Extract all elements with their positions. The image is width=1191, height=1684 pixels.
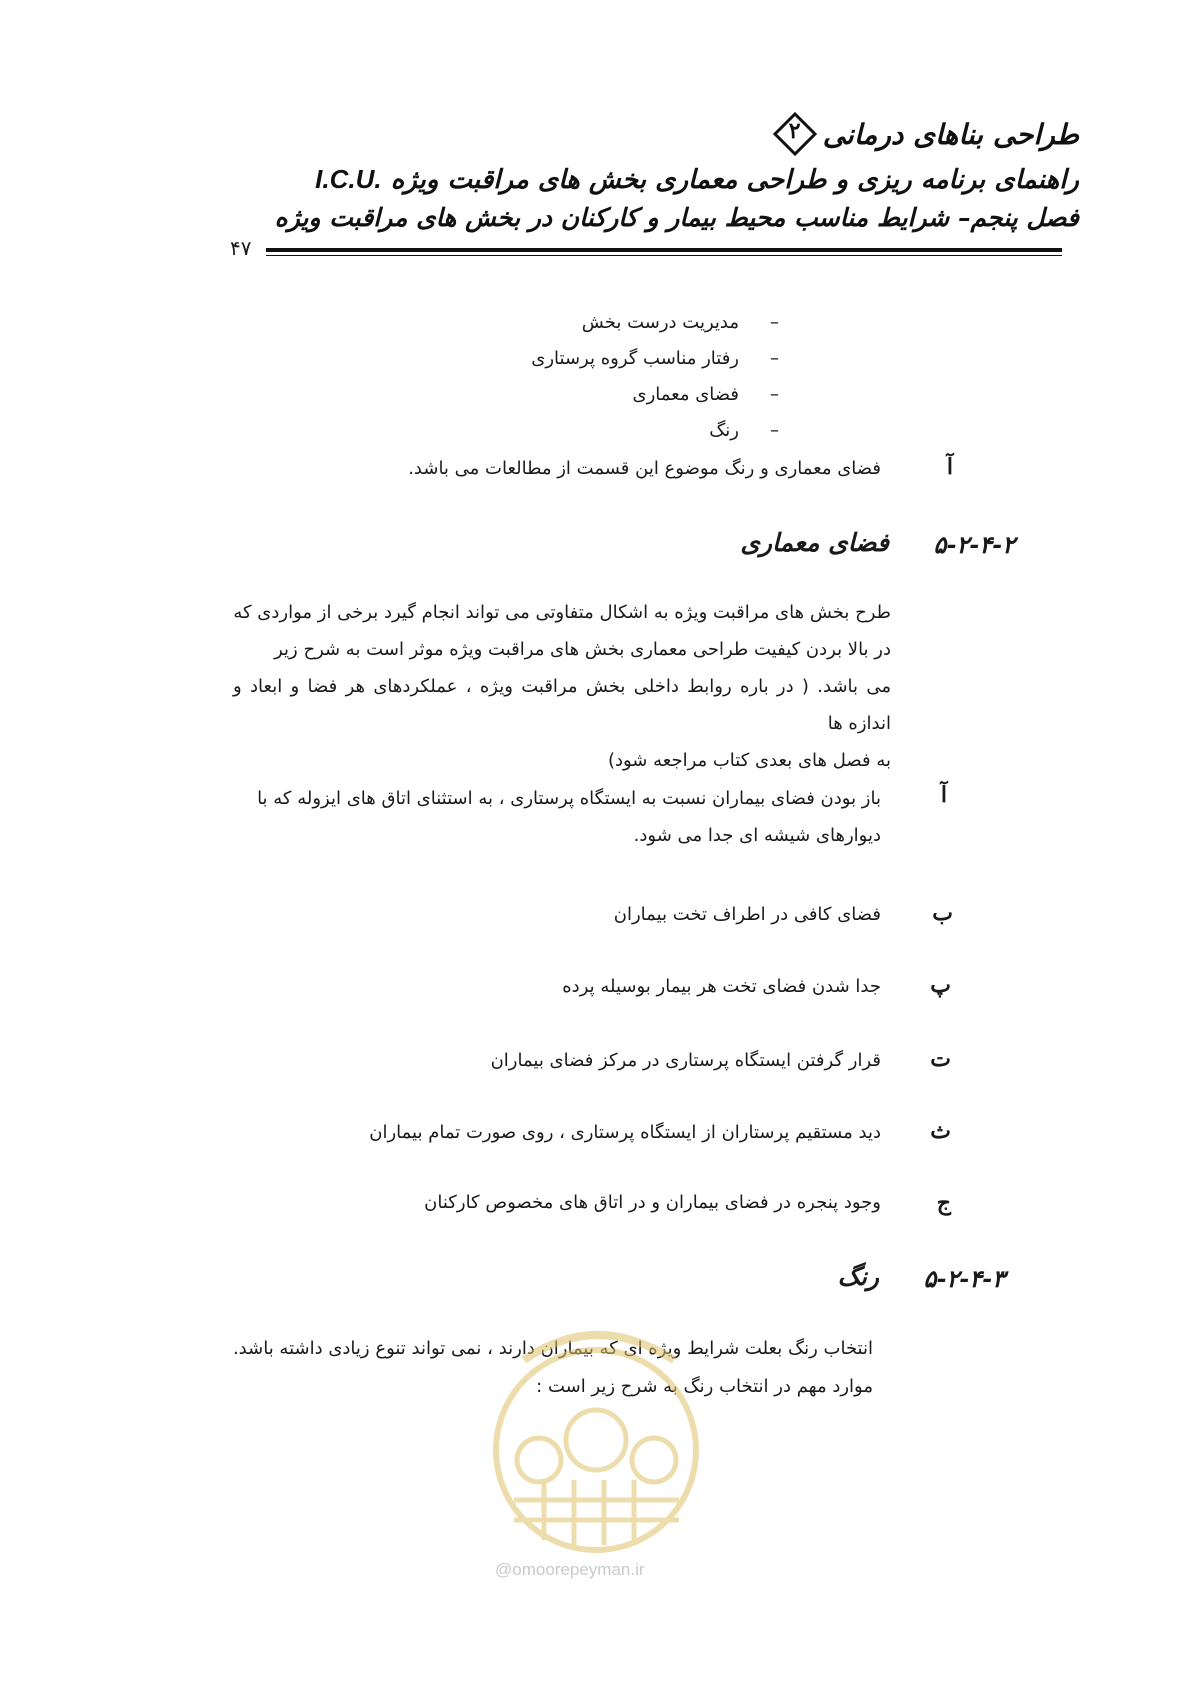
list-item: – [770, 312, 779, 333]
watermark-text: @omoorepeyman.ir [495, 1560, 645, 1579]
section-paragraph-line: موارد مهم در انتخاب رنگ به شرح زیر است : [536, 1376, 873, 1397]
section-number: ۵-۲-۴-۳ [923, 1264, 1005, 1293]
item-label: آ [940, 782, 947, 808]
item-label: ب [932, 900, 953, 926]
section-number: ۵-۲-۴-۲ [933, 530, 1015, 559]
item-text [251, 780, 881, 854]
guide-title-latin: I.C.U. [315, 164, 382, 194]
item-label: ج [936, 1190, 951, 1216]
watermark-logo [484, 1300, 709, 1560]
section-title: رنگ [837, 1262, 879, 1291]
guide-title [315, 164, 1079, 195]
list-item-text: رنگ [709, 420, 739, 441]
seal-icon [484, 1300, 709, 1560]
volume-number: ۲ [788, 118, 801, 144]
paragraph-line: به فصل های بعدی کتاب مراجعه شود) [607, 750, 891, 771]
header-rule [266, 248, 1062, 256]
book-title [773, 112, 1079, 156]
volume-badge [773, 112, 817, 156]
section-paragraph [233, 594, 891, 779]
item-text: دید مستقیم پرستاران از ایستگاه پرستاری ، روی صورت تمام بیماران [369, 1122, 881, 1143]
chapter-title: فصل پنجم– شرایط مناسب محیط بیمار و کارکنان در بخش های مراقبت ویژه [274, 203, 1079, 232]
paragraph-line: می باشد. ( در باره روابط داخلی بخش مراقبت ویژه ، عملکردهای هر فضا و ابعاد و اندازه ها [233, 676, 891, 734]
item-text: فضای کافی در اطراف تخت بیماران [613, 904, 881, 925]
list-item: – [770, 348, 779, 369]
list-item-text: رفتار مناسب گروه پرستاری [531, 348, 739, 369]
paragraph-line: در بالا بردن کیفیت طراحی معماری بخش های مراقبت ویژه موثر است به شرح زیر [274, 639, 891, 660]
list-item-text: فضای معماری [632, 384, 739, 405]
item-text: وجود پنجره در فضای بیماران و در اتاق های مخصوص کارکنان [424, 1192, 881, 1213]
item-line: باز بودن فضای بیماران نسبت به ایستگاه پرستاری ، به استثنای اتاق های ایزوله که با [257, 788, 881, 809]
section-title: فضای معماری [740, 528, 889, 557]
list-item-text: مدیریت درست بخش [581, 312, 739, 333]
item-text: جدا شدن فضای تخت هر بیمار بوسیله پرده [562, 976, 881, 997]
list-item: – [770, 420, 779, 441]
section-paragraph-line: انتخاب رنگ بعلت شرایط ویژه ای که بیماران دارند ، نمی تواند تنوع زیادی داشته باشد. [232, 1338, 873, 1359]
note-label: آ [946, 454, 953, 480]
item-text: قرار گرفتن ایستگاه پرستاری در مرکز فضای بیماران [490, 1050, 881, 1071]
item-label: ث [930, 1118, 951, 1144]
book-title-text: طراحی بناهای درمانی [822, 117, 1079, 151]
guide-title-fa: راهنمای برنامه ریزی و طراحی معماری بخش های مراقبت ویژه [390, 165, 1079, 195]
item-line: دیوارهای شیشه ای جدا می شود. [633, 825, 881, 846]
item-label: پ [930, 972, 951, 998]
page-number: ۴۷ [230, 236, 252, 260]
item-label: ت [930, 1046, 951, 1072]
paragraph-line: طرح بخش های مراقبت ویژه به اشکال متفاوتی می تواند انجام گیرد برخی از مواردی که [233, 602, 891, 623]
list-item: – [770, 384, 779, 405]
note-text: فضای معماری و رنگ موضوع این قسمت از مطالعات می باشد. [408, 458, 881, 479]
